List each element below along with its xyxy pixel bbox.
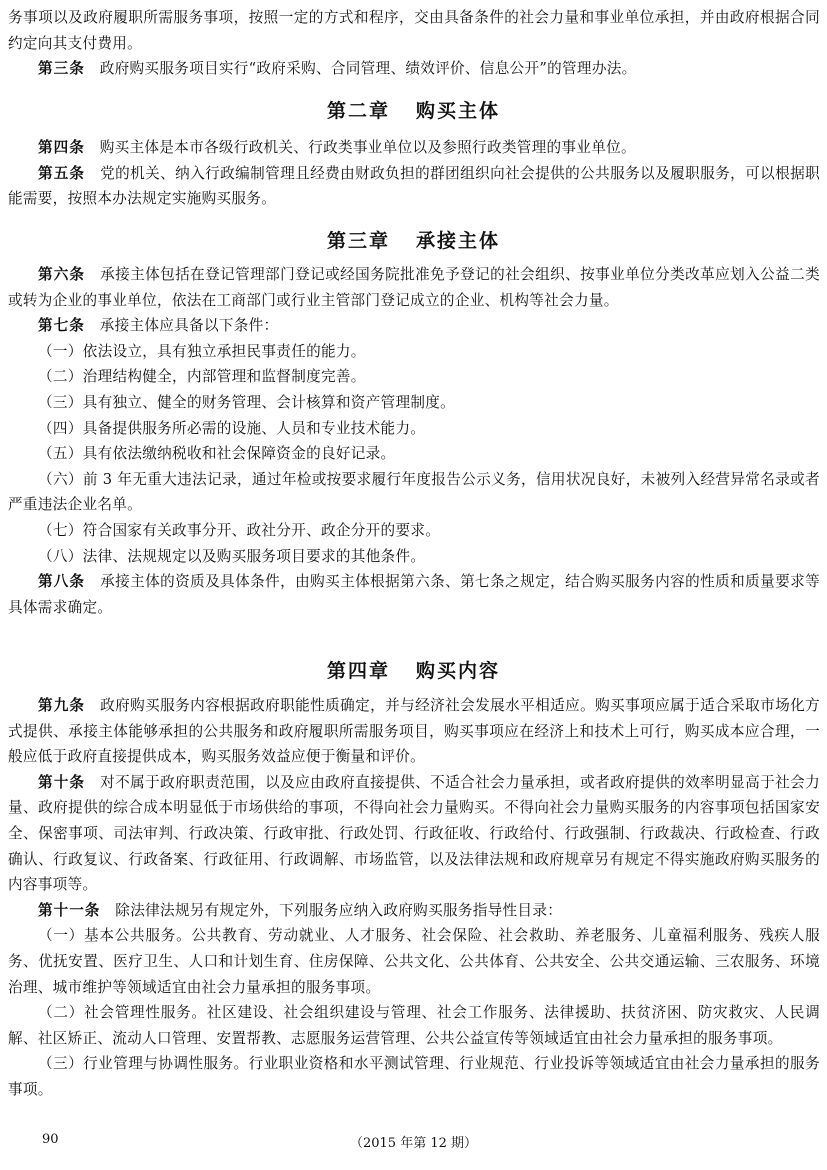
article-number: 第七条 bbox=[38, 317, 85, 335]
paragraph-text: 承接主体包括在登记管理部门登记或经国务院批准免予登记的社会组织、按事业单位分类改革应划入公益二类或转为企业的事业单位，依法在工商部门或行业主管部门登记成立的企业、机构等社会力量。 bbox=[8, 266, 820, 309]
section-chapter-3 bbox=[8, 262, 820, 620]
paragraph-text: 除法律法规另有规定外，下列服务应纳入政府购买服务指导性目录： bbox=[115, 901, 563, 919]
chapter-title: 购买主体 bbox=[416, 100, 501, 122]
article-paragraph bbox=[8, 161, 820, 212]
page-number: 90 bbox=[42, 1132, 59, 1147]
paragraph bbox=[8, 416, 820, 442]
paragraph-text: 党的机关、纳入行政编制管理且经费由财政负担的群团组织向社会提供的公共服务以及履职服务，可以根据职能需要，按照本办法规定实施购买服务。 bbox=[8, 164, 820, 208]
paragraph-text: （八）法律、法规规定以及购买服务项目要求的其他条件。 bbox=[38, 547, 426, 565]
article-paragraph bbox=[8, 569, 820, 620]
article-paragraph bbox=[8, 56, 820, 82]
paragraph bbox=[8, 339, 820, 365]
paragraph-text: 承接主体应具备以下条件： bbox=[99, 317, 279, 335]
paragraph-text: （四）具备提供服务所必需的设施、人员和专业技术能力。 bbox=[38, 419, 426, 437]
paragraph bbox=[8, 518, 820, 544]
paragraph bbox=[8, 1051, 820, 1102]
paragraph-text: （一）依法设立，具有独立承担民事责任的能力。 bbox=[38, 342, 366, 360]
paragraph-text: 政府购买服务内容根据政府职能性质确定，并与经济社会发展水平相适应。购买事项应属于适合采取市场化方式提供、承接主体能够承担的公共服务和政府履职所需服务项目，购买事项应在经济上和技术上可行，购买成本应合理，一般应低于政府直接提供成本，购买服务效益应便于衡量和评价。 bbox=[8, 697, 820, 766]
article-paragraph bbox=[8, 770, 820, 898]
paragraph-text: （七）符合国家有关政事分开、政社分开、政企分开的要求。 bbox=[38, 521, 441, 539]
article-number: 第六条 bbox=[38, 266, 86, 283]
article-paragraph bbox=[8, 313, 820, 339]
article-number: 第九条 bbox=[38, 697, 86, 714]
paragraph-text: （一）基本公共服务。公共教育、劳动就业、人才服务、社会保险、社会救助、养老服务、儿童福利服务、残疾人服务、优抚安置、医疗卫生、人口和计划生育、住房保障、公共文化、公共体育、公共安全、公共交通运输、三农服务、环境治理、城市维护等领域适宜由社会力量承担的服务事项。 bbox=[8, 927, 820, 996]
section-chapter-2 bbox=[8, 135, 820, 212]
paragraph-text: 承接主体的资质及具体条件，由购买主体根据第六条、第七条之规定，结合购买服务内容的性质和质量要求等具体需求确定。 bbox=[8, 573, 820, 616]
chapter-heading-4 bbox=[0, 656, 827, 683]
chapter-number: 第二章 bbox=[326, 100, 390, 122]
paragraph-text: （二）社会管理性服务。社区建设、社会组织建设与管理、社会工作服务、法律援助、扶贫济困、防灾救灾、人民调解、社区矫正、流动人口管理、安置帮教、志愿服务运营管理、公共公益宣传等领域适宜由社会力量承担的服务事项。 bbox=[8, 1004, 820, 1047]
section-chapter-4 bbox=[8, 693, 820, 1103]
paragraph-text: （二）治理结构健全，内部管理和监督制度完善。 bbox=[38, 368, 366, 386]
chapter-number: 第四章 bbox=[326, 660, 390, 682]
paragraph bbox=[8, 390, 820, 416]
paragraph-text: （六）前 3 年无重大违法记录，通过年检或按要求履行年度报告公示义务，信用状况良好，未被列入经营异常名录或者严重违法企业名单。 bbox=[8, 470, 820, 514]
chapter-title: 购买内容 bbox=[416, 660, 501, 682]
paragraph-text: （三）行业管理与协调性服务。行业职业资格和水平测试管理、行业规范、行业投诉等领域适宜由社会力量承担的服务事项。 bbox=[8, 1055, 820, 1098]
article-paragraph bbox=[8, 135, 820, 161]
issue-label: （2015 年第 12 期） bbox=[349, 1136, 478, 1151]
chapter-number: 第三章 bbox=[326, 230, 390, 252]
article-number: 第十一条 bbox=[38, 901, 101, 919]
paragraph-text: （三）具有独立、健全的财务管理、会计核算和资产管理制度。 bbox=[38, 393, 456, 411]
article-number: 第十条 bbox=[38, 773, 86, 791]
paragraph-text: 购买主体是本市各级行政机关、行政类事业单位以及参照行政类管理的事业单位。 bbox=[99, 139, 636, 156]
paragraph bbox=[8, 923, 820, 1000]
chapter-heading-2 bbox=[0, 96, 827, 123]
article-number: 第五条 bbox=[38, 164, 86, 182]
section-top bbox=[8, 5, 820, 82]
article-paragraph bbox=[8, 898, 820, 924]
paragraph bbox=[8, 364, 820, 390]
paragraph-text: 务事项以及政府履职所需服务事项，按照一定的方式和程序，交由具备条件的社会力量和事业单位承担，并由政府根据合同约定向其支付费用。 bbox=[8, 9, 820, 52]
chapter-title: 承接主体 bbox=[416, 230, 501, 252]
article-number: 第八条 bbox=[38, 573, 86, 591]
paragraph bbox=[8, 441, 820, 467]
article-number: 第三条 bbox=[38, 60, 85, 78]
article-number: 第四条 bbox=[38, 139, 85, 156]
paragraph-text: 政府购买服务项目实行“政府采购、合同管理、绩效评价、信息公开”的管理办法。 bbox=[99, 60, 637, 78]
paragraph bbox=[8, 467, 820, 518]
paragraph-text: （五）具有依法缴纳税收和社会保障资金的良好记录。 bbox=[38, 445, 396, 463]
paragraph bbox=[8, 1000, 820, 1051]
paragraph-text: 对不属于政府职责范围，以及应由政府直接提供、不适合社会力量承担，或者政府提供的效率明显高于社会力量、政府提供的综合成本明显低于市场供给的事项，不得向社会力量购买。不得向社会力量购买服务的内容事项包括国家安全、保密事项、司法审判、行政决策、行政审批、行政处罚、行政征收、行政给付、行政强制、行政裁决、行政检查、行政确认、行政复议、行政备案、行政征用、行政调解、市场监管，以及法律法规和政府规章另有规定不得实施政府购买服务的内容事项等。 bbox=[8, 773, 820, 894]
chapter-heading-3 bbox=[0, 226, 827, 253]
paragraph bbox=[8, 5, 820, 56]
paragraph bbox=[8, 544, 820, 570]
article-paragraph bbox=[8, 262, 820, 313]
article-paragraph bbox=[8, 693, 820, 770]
